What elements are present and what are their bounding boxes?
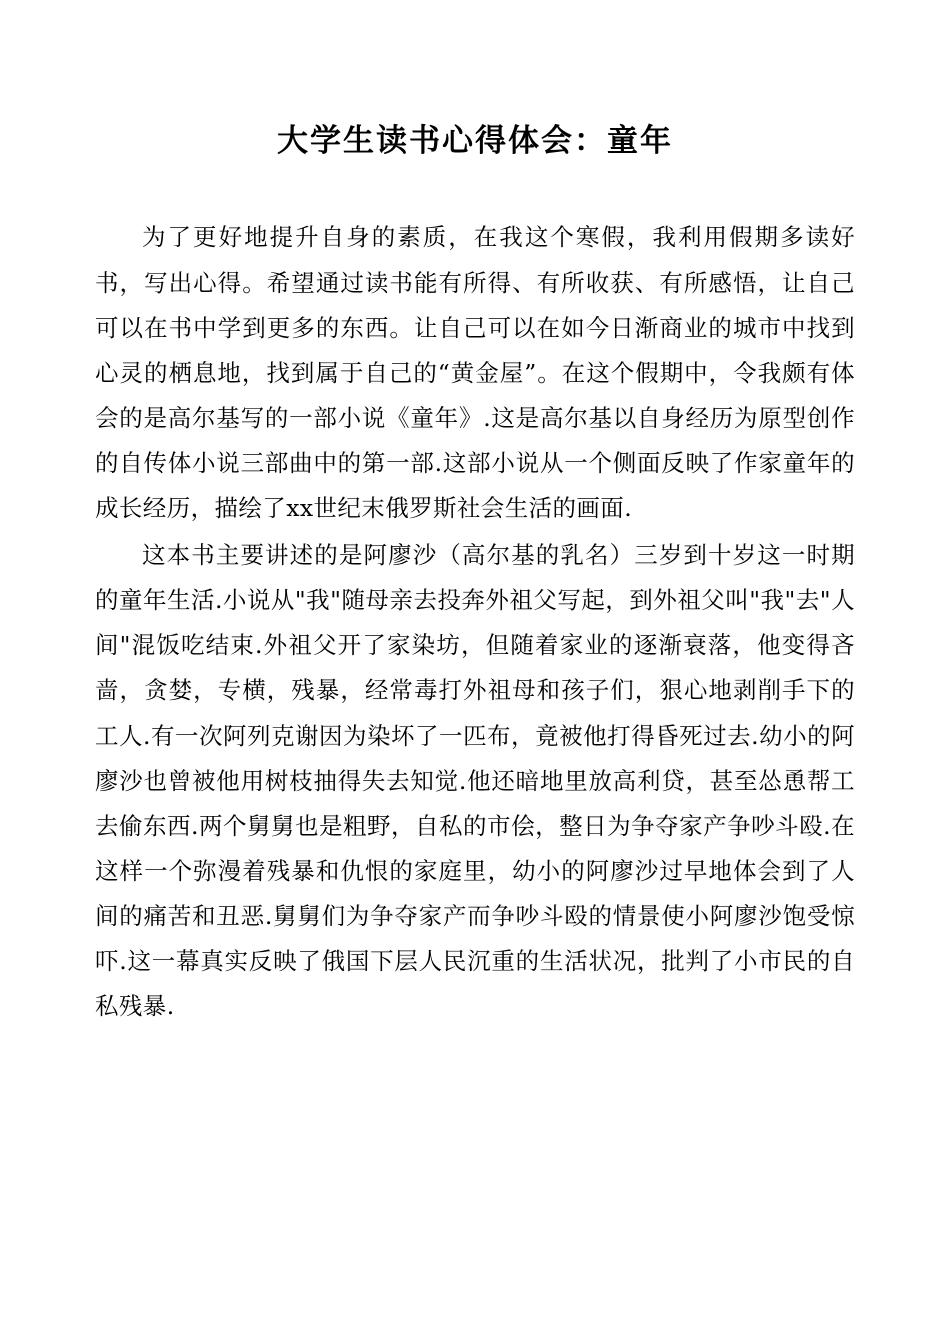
document-body	[95, 215, 855, 1029]
page-title: 大学生读书心得体会：童年	[277, 123, 673, 159]
paragraph-2: 这本书主要讲述的是阿廖沙（高尔基的乳名）三岁到十岁这一时期的童年生活.小说从"我"随母亲去投奔外祖父写起，到外祖父叫"我"去"人间"混饭吃结束.外祖父开了家染坊，但随着家业的逐渐衰落，他变得吝啬，贪婪，专横，残暴，经常毒打外祖母和孩子们，狠心地剥削手下的工人.有一次阿列克谢因为染坏了一匹布，竟被他打得昏死过去.幼小的阿廖沙也曾被他用树枝抽得失去知觉.他还暗地里放高利贷，甚至怂恿帮工去偷东西.两个舅舅也是粗野，自私的市侩，整日为争夺家产争吵斗殴.在这样一个弥漫着残暴和仇恨的家庭里，幼小的阿廖沙过早地体会到了人间的痛苦和丑恶.舅舅们为争夺家产而争吵斗殴的情景使小阿廖沙饱受惊吓.这一幕真实反映了俄国下层人民沉重的生活状况，批判了小市民的自私残暴.	[95, 541, 855, 1021]
paragraph-1: 为了更好地提升自身的素质，在我这个寒假，我利用假期多读好书，写出心得。希望通过读书能有所得、有所收获、有所感悟，让自己可以在书中学到更多的东西。让自己可以在如今日渐商业的城市中找到心灵的栖息地，找到属于自己的“黄金屋”。在这个假期中，令我颇有体会的是高尔基写的一部小说《童年》.这是高尔基以自身经历为原型创作的自传体小说三部曲中的第一部.这部小说从一个侧面反映了作家童年的成长经历，描绘了xx世纪末俄罗斯社会生活的画面.	[95, 223, 855, 523]
